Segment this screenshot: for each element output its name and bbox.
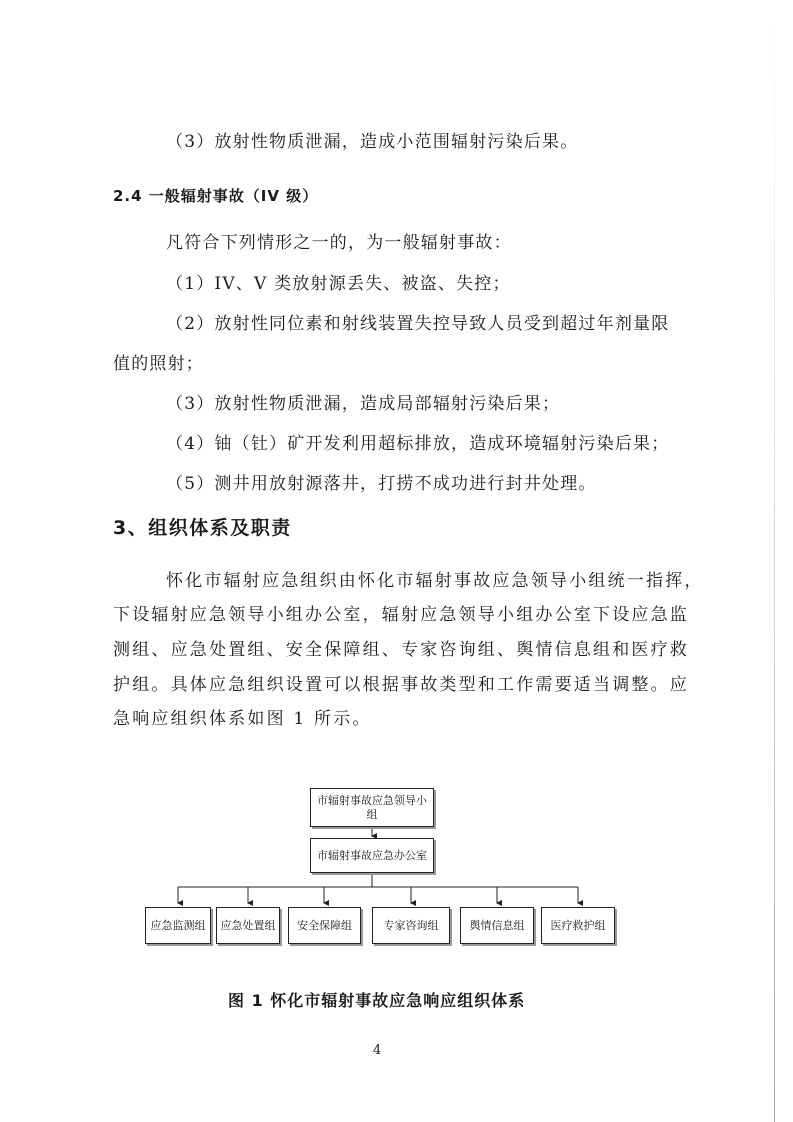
org-node-leadership-group: 市辐射事故应急领导小组 <box>310 788 434 827</box>
item-1: （1）IV、V 类放射源丢失、被盗、失控； <box>166 274 511 294</box>
paragraph-line-3: 测组、应急处置组、安全保障组、专家咨询组、舆情信息组和医疗救 <box>113 640 689 660</box>
item-4: （4）铀（钍）矿开发利用超标排放，造成环境辐射污染后果； <box>166 434 670 454</box>
org-node-public-info-group: 舆情信息组 <box>460 907 534 944</box>
paragraph-line-5: 急响应组织体系如图 1 所示。 <box>113 709 372 729</box>
paragraph-line-4: 护组。具体应急组织设置可以根据事故类型和工作需要适当调整。应 <box>113 675 689 695</box>
org-node-medical-group: 医疗救护组 <box>541 907 615 944</box>
paragraph-line-1: 怀化市辐射应急组织由怀化市辐射事故应急领导小组统一指挥， <box>166 571 704 591</box>
item-2-part1: （2）放射性同位素和射线装置失控导致人员受到超过年剂量限 <box>166 314 670 334</box>
item-3: （3）放射性物质泄漏，造成局部辐射污染后果； <box>166 394 561 414</box>
paragraph-line-2: 下设辐射应急领导小组办公室，辐射应急领导小组办公室下设应急监 <box>113 605 689 625</box>
org-node-disposal-group: 应急处置组 <box>216 907 280 944</box>
item-5: （5）测井用放射源落井，打捞不成功进行封井处理。 <box>166 474 597 494</box>
item-2-part2: 值的照射； <box>113 354 204 374</box>
org-node-monitoring-group: 应急监测组 <box>145 907 211 944</box>
section-heading-3: 3、组织体系及职责 <box>113 517 292 539</box>
page-number: 4 <box>373 1043 382 1058</box>
org-node-emergency-office: 市辐射事故应急办公室 <box>310 838 434 873</box>
intro-line: 凡符合下列情形之一的，为一般辐射事故： <box>166 233 512 253</box>
figure-caption: 图 1 怀化市辐射事故应急响应组织体系 <box>228 991 526 1010</box>
text-line-3-leak-small: （3）放射性物质泄漏，造成小范围辐射污染后果。 <box>166 132 579 152</box>
section-heading-2-4: 2.4 一般辐射事故（IV 级） <box>113 187 319 205</box>
org-node-expert-group: 专家咨询组 <box>372 907 450 944</box>
org-node-security-group: 安全保障组 <box>288 907 361 944</box>
